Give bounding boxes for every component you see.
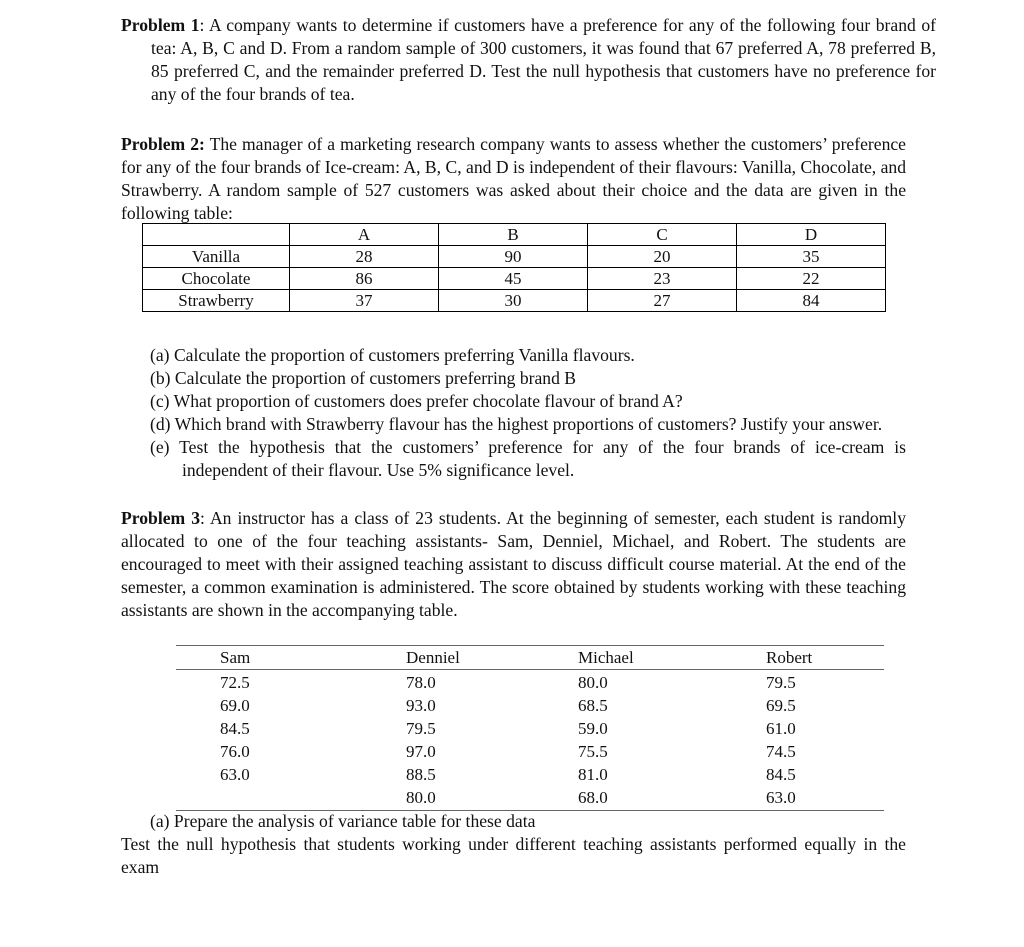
problem-1-text: : A company wants to determine if customers have a preference for any of the following four brand of tea: A, B, C and D. From a random sample of 300 customers, it was found that 67 preferred A, 78 preferred B, 85 preferred C, and the remainder preferred D. Test the null hypothesis that customers have no preference for any of the four brands of tea. — [151, 15, 936, 104]
scores-col-header: Denniel — [406, 648, 460, 667]
scores-cell: 63.0 — [766, 788, 796, 807]
icecream-cell: 37 — [290, 290, 439, 312]
icecream-cell: 20 — [588, 246, 737, 268]
icecream-cell: 22 — [737, 268, 886, 290]
problem-3-heading: Problem 3 — [121, 508, 201, 528]
question-text: Test the hypothesis that the customers’ preference for any of the four brands of ice-cream is independent of their flavour. Use 5% significance level. — [179, 437, 906, 480]
icecream-table — [142, 223, 886, 312]
question-text: What proportion of customers does prefer chocolate flavour of brand A? — [173, 391, 683, 411]
problem-3-question-a: (a) Prepare the analysis of variance table for these data — [150, 811, 536, 831]
icecream-corner-cell — [143, 224, 290, 246]
question-tag: (e) — [150, 437, 170, 457]
scores-cell: 63.0 — [220, 765, 250, 784]
scores-row — [176, 740, 884, 763]
problem-3 — [121, 507, 906, 622]
scores-header-rule — [176, 669, 884, 670]
icecream-row-label: Chocolate — [143, 268, 290, 290]
scores-cell: 79.5 — [406, 719, 436, 738]
scores-cell: 59.0 — [578, 719, 608, 738]
scores-cell: 74.5 — [766, 742, 796, 761]
scores-cell: 78.0 — [406, 673, 436, 692]
icecream-cell: 27 — [588, 290, 737, 312]
question-text: Calculate the proportion of customers preferring brand B — [174, 368, 577, 388]
icecream-header-row — [143, 224, 886, 246]
question-item — [150, 413, 906, 436]
question-tag: (d) — [150, 414, 171, 434]
problem-2-questions — [150, 344, 906, 482]
scores-row — [176, 671, 884, 694]
scores-cell: 80.0 — [406, 788, 436, 807]
scores-cell: 75.5 — [578, 742, 608, 761]
icecream-cell: 28 — [290, 246, 439, 268]
question-tag: (b) — [150, 368, 171, 388]
scores-cell: 84.5 — [766, 765, 796, 784]
icecream-row-label: Strawberry — [143, 290, 290, 312]
scores-cell: 97.0 — [406, 742, 436, 761]
scores-header-row — [176, 646, 884, 669]
question-text: Which brand with Strawberry flavour has the highest proportions of customers? Justify your answer. — [174, 414, 883, 434]
scores-cell: 69.0 — [220, 696, 250, 715]
icecream-col-header: C — [588, 224, 737, 246]
scores-row — [176, 763, 884, 786]
scores-row — [176, 786, 884, 809]
scores-cell: 79.5 — [766, 673, 796, 692]
scores-cell: 81.0 — [578, 765, 608, 784]
icecream-cell: 35 — [737, 246, 886, 268]
question-tag: (a) — [150, 345, 170, 365]
question-item — [150, 390, 906, 413]
scores-cell: 84.5 — [220, 719, 250, 738]
question-tag: (c) — [150, 391, 170, 411]
icecream-row-strawberry — [143, 290, 886, 312]
problem-2-heading: Problem 2: — [121, 134, 205, 154]
scores-cell: 61.0 — [766, 719, 796, 738]
question-text: Calculate the proportion of customers preferring Vanilla flavours. — [173, 345, 635, 365]
problem-2-text: The manager of a marketing research company wants to assess whether the customers’ preference for any of the four brands of Ice-cream: A, B, C, and D is independent of their flavours: Vanilla, Chocolate, and Strawberry. A random sample of 527 customers was asked about their choice and the data are given in the following table: — [121, 134, 906, 223]
icecream-cell: 23 — [588, 268, 737, 290]
icecream-cell: 90 — [439, 246, 588, 268]
icecream-row-chocolate — [143, 268, 886, 290]
scores-cell: 80.0 — [578, 673, 608, 692]
icecream-col-header: B — [439, 224, 588, 246]
icecream-cell: 84 — [737, 290, 886, 312]
icecream-cell: 30 — [439, 290, 588, 312]
scores-cell: 72.5 — [220, 673, 250, 692]
scores-cell: 68.5 — [578, 696, 608, 715]
question-item — [150, 344, 906, 367]
scores-row — [176, 717, 884, 740]
scores-row — [176, 694, 884, 717]
problem-1 — [121, 14, 936, 106]
icecream-cell: 86 — [290, 268, 439, 290]
scores-cell: 76.0 — [220, 742, 250, 761]
icecream-row-label: Vanilla — [143, 246, 290, 268]
scores-cell: 88.5 — [406, 765, 436, 784]
icecream-col-header: D — [737, 224, 886, 246]
scores-col-header: Sam — [220, 648, 251, 667]
scores-cell: 68.0 — [578, 788, 608, 807]
problem-3-text: : An instructor has a class of 23 students. At the beginning of semester, each student is randomly allocated to one of the four teaching assistants- Sam, Denniel, Michael, and Robert. The students are encouraged to meet with their assigned teaching assistant to discuss difficult course material. At the end of the semester, a common examination is administered. The score obtained by students working with these teaching assistants are shown in the accompanying table. — [121, 508, 906, 620]
scores-col-header: Robert — [766, 648, 813, 667]
problem-1-heading: Problem 1 — [121, 15, 200, 35]
scores-col-header: Michael — [578, 648, 634, 667]
scores-cell: 93.0 — [406, 696, 436, 715]
icecream-row-vanilla — [143, 246, 886, 268]
problem-2 — [121, 133, 906, 225]
problem-3-closing: Test the null hypothesis that students working under different teaching assistants performed equally in the exam — [121, 834, 906, 877]
icecream-cell: 45 — [439, 268, 588, 290]
scores-cell: 69.5 — [766, 696, 796, 715]
question-item — [150, 367, 906, 390]
icecream-col-header: A — [290, 224, 439, 246]
question-item — [150, 436, 906, 482]
